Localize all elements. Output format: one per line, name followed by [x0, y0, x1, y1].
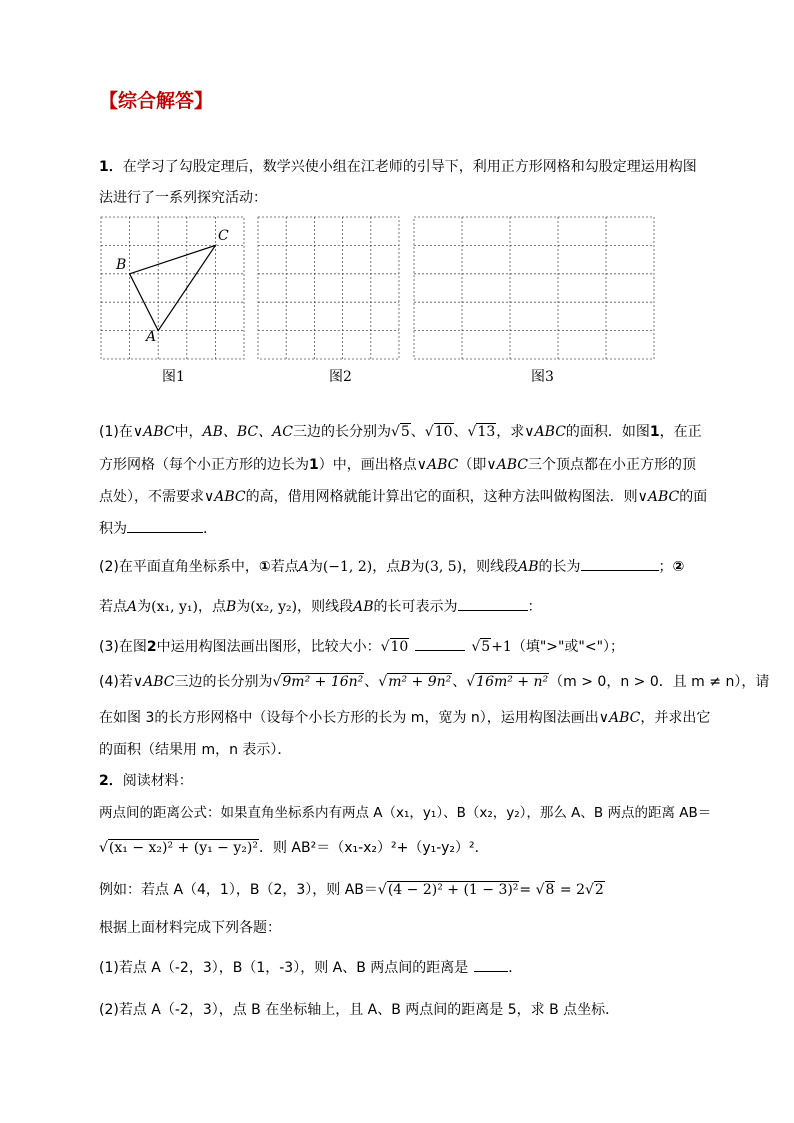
q1-intro-line1: 1．在学习了勾股定理后，数学兴使小组在江老师的引导下，利用正方形网格和勾股定理运用构图 — [99, 159, 697, 175]
q2-number: 2． — [99, 773, 123, 789]
q1-part4-line2: 在如图 3的长方形网格中（设每个小长方形的长为 m，宽为 n），运用构图法画出∨ABC，并求出它 — [99, 710, 711, 726]
q1-intro-line2: 法进行了一系列探究活动： — [99, 190, 267, 206]
figure-1-caption: 图1 — [162, 369, 185, 385]
q1-part2-line2: 若点A为(x₁, y₁)，点B为(x₂, y₂)，则线段AB的长可表示为 ： — [99, 596, 542, 617]
q2-line2: √(x₁ − x₂)² + (y₁ − y₂)²．则 AB²＝（x₁-x₂）²+（y₁-y₂）²． — [99, 840, 489, 856]
q2-line1: 两点间的距离公式：如果直角坐标系内有两点 A（x₁，y₁）、B（x₂，y₂），那么 A、B 两点的距离 AB＝ — [99, 805, 712, 821]
answer-blank-distance[interactable] — [474, 957, 508, 972]
q1-number: 1． — [99, 159, 123, 175]
q1-part2-line1: (2)在平面直角坐标系中，①若点A为(−1, 2)，点B为(3, 5)，则线段AB的长为 ；② — [99, 556, 684, 577]
q1-part3: (3)在图2中运用构图法画出图形，比较大小：√10 √5+1（填">"或"<"）； — [99, 636, 624, 657]
figure-2-caption: 图2 — [329, 369, 352, 385]
answer-blank-area[interactable] — [127, 518, 203, 533]
q1-part4-line1: (4)若∨ABC三边的长分别为√9m² + 16n²、√m² + 9n²、√16m² + n²（m > 0，n > 0．且 m ≠ n），请 — [99, 674, 770, 690]
q2-prompt: 根据上面材料完成下列各题： — [99, 920, 281, 936]
q1-part1-line4: 积为 ． — [99, 518, 217, 539]
vertex-b-label: B — [116, 257, 127, 273]
figure-3-grid — [414, 217, 654, 359]
figure-3-caption: 图3 — [531, 369, 554, 385]
answer-blank-ab-general[interactable] — [458, 596, 528, 611]
q2-example: 例如：若点 A（4，1），B（2，3），则 AB＝√(4 − 2)² + (1 − 3)²= √8 = 2√2 — [99, 882, 604, 898]
q2-part1: (1)若点 A（-2，3），B（1，-3），则 A、B 两点间的距离是 ． — [99, 957, 522, 978]
q2-head: 2．阅读材料： — [99, 773, 193, 789]
vertex-c-label: C — [218, 228, 229, 244]
q1-part4-line3: 的面积（结果用 m，n 表示）． — [99, 742, 292, 758]
q1-part1-line1: (1)在∨ABC中，AB、BC、AC三边的长分别为√5、√10、√13，求∨ABC的面积．如图1，在正 — [99, 424, 702, 440]
figure-2-grid — [258, 217, 399, 359]
vertex-a-label: A — [146, 329, 157, 345]
q1-part1-line2: 方形网格（每个小正方形的边长为1）中，画出格点∨ABC（即∨ABC三个顶点都在小正方形的顶 — [99, 457, 696, 473]
q2-part2: (2)若点 A（-2，3），点 B 在坐标轴上，且 A、B 两点间的距离是 5，求 B 点坐标． — [99, 1002, 620, 1018]
answer-blank-compare[interactable] — [415, 636, 465, 651]
answer-blank-ab-length[interactable] — [581, 556, 659, 571]
triangle-abc — [130, 245, 216, 330]
section-title: 【综合解答】 — [99, 90, 214, 112]
q1-part1-line3: 点处），不需要求∨ABC的高，借用网格就能计算出它的面积，这种方法叫做构图法．则∨ABC的面 — [99, 489, 708, 505]
